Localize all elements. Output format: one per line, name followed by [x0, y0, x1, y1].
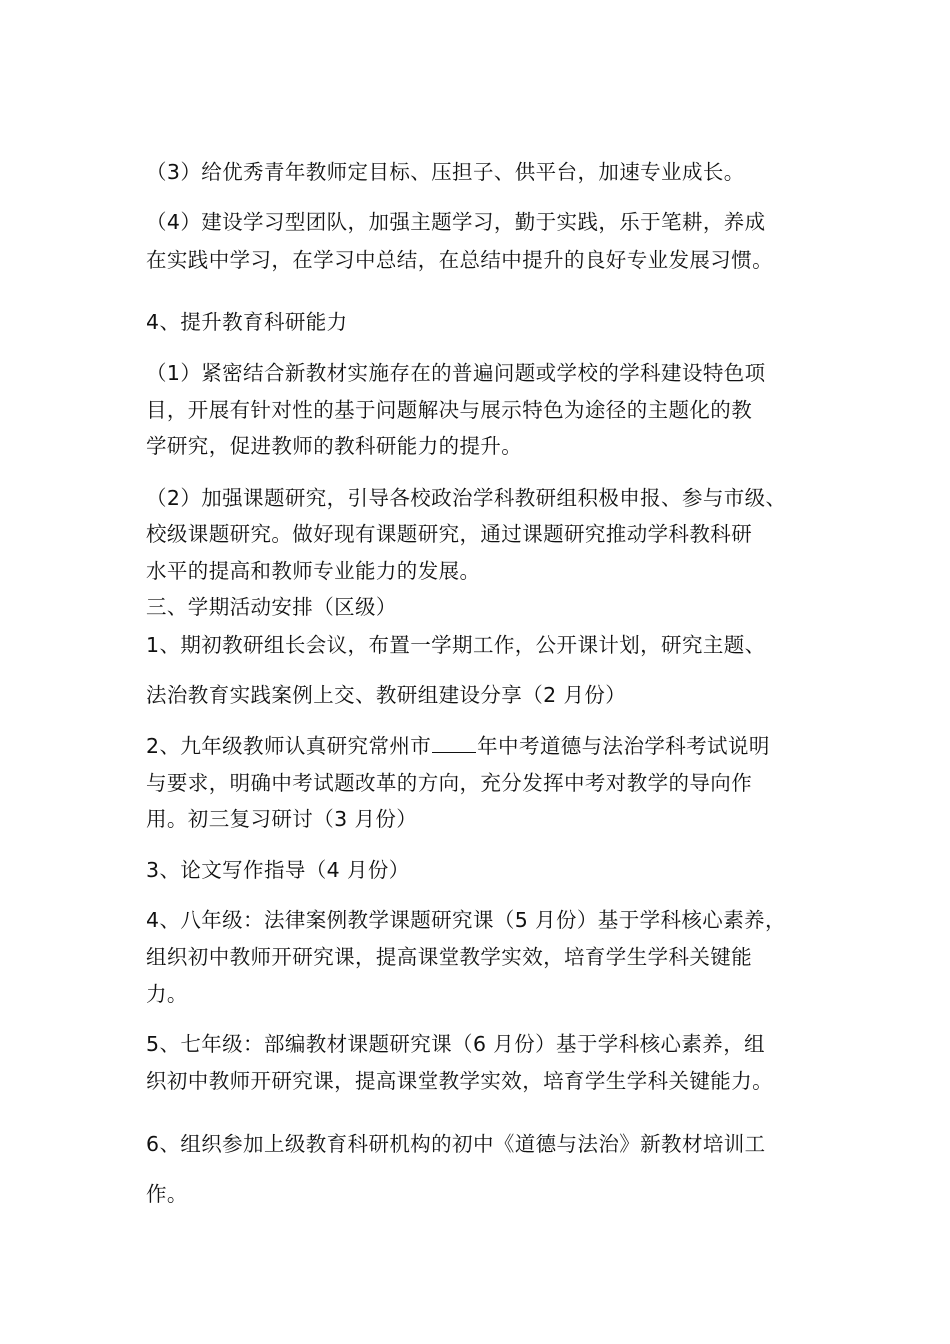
activity-2-line-2: 与要求，明确中考试题改革的方向，充分发挥中考对教学的导向作: [146, 771, 753, 795]
paragraph-4-2-line-2: 校级课题研究。做好现有课题研究，通过课题研究推动学科教科研: [146, 522, 753, 546]
activity-5-line-1: 5、七年级：部编教材课题研究课（6 月份）基于学科核心素养，组: [146, 1032, 765, 1056]
section-heading-3: 三、学期活动安排（区级）: [146, 595, 397, 619]
activity-6-line-2: 作。: [146, 1182, 188, 1206]
paragraph-4-2-line-3: 水平的提高和教师专业能力的发展。: [146, 559, 481, 583]
activity-6-line-1: 6、组织参加上级教育科研机构的初中《道德与法治》新教材培训工: [146, 1132, 766, 1156]
activity-1-line-2: 法治教育实践案例上交、教研组建设分享（2 月份）: [146, 683, 627, 707]
paragraph-4-2-line-1: （2）加强课题研究，引导各校政治学科教研组积极申报、参与市级、: [146, 486, 787, 510]
paragraph-4-1-line-2: 目，开展有针对性的基于问题解决与展示特色为途径的主题化的教: [146, 398, 753, 422]
paragraph-item-4-line-2: 在实践中学习，在学习中总结，在总结中提升的良好专业发展习惯。: [146, 248, 773, 272]
activity-5-line-2: 织初中教师开研究课，提高课堂教学实效，培育学生学科关键能力。: [146, 1069, 773, 1093]
activity-2-line-1: [146, 732, 770, 760]
activity-3-line-1: 3、论文写作指导（4 月份）: [146, 858, 410, 882]
activity-4-line-1: 4、八年级：法律案例教学课题研究课（5 月份）基于学科核心素养，: [146, 908, 786, 932]
activity-4-line-2: 组织初中教师开研究课，提高课堂教学实效，培育学生学科关键能: [146, 945, 753, 969]
activity-1-line-1: 1、期初教研组长会议，布置一学期工作，公开课计划，研究主题、: [146, 633, 766, 657]
paragraph-4-1-line-3: 学研究，促进教师的教科研能力的提升。: [146, 434, 523, 458]
activity-2-text-after-blank: 年中考道德与法治学科考试说明: [477, 734, 770, 758]
activity-2-line-3: 用。初三复习研讨（3 月份）: [146, 807, 418, 831]
activity-2-text-before-blank: 2、九年级教师认真研究常州市: [146, 734, 432, 758]
paragraph-4-1-line-1: （1）紧密结合新教材实施存在的普遍问题或学校的学科建设特色项: [146, 361, 766, 385]
paragraph-item-4-line-1: （4）建设学习型团队，加强主题学习，勤于实践，乐于笔耕，养成: [146, 210, 766, 234]
year-blank: [432, 732, 476, 753]
activity-4-line-3: 力。: [146, 982, 188, 1006]
section-heading-4: 4、提升教育科研能力: [146, 310, 348, 334]
paragraph-item-3-line-1: （3）给优秀青年教师定目标、压担子、供平台，加速专业成长。: [146, 160, 745, 184]
